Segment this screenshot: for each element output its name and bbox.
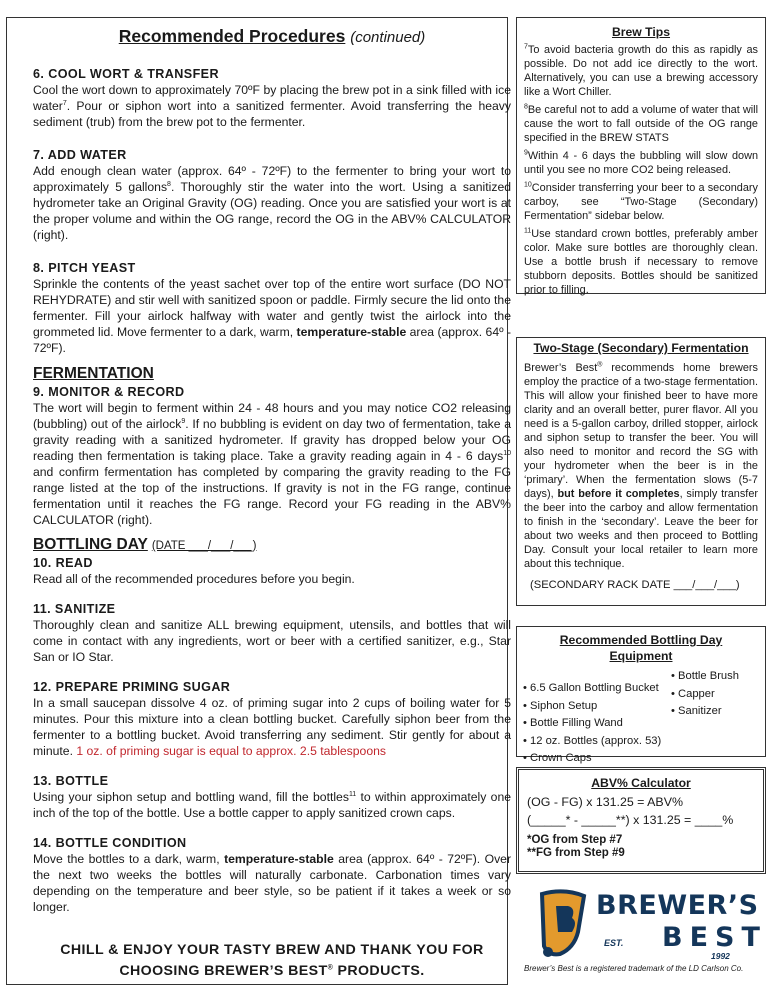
secondary-rack-date: (SECONDARY RACK DATE ___/___/___) — [530, 579, 740, 591]
page-title — [33, 26, 511, 47]
step-text: to within approximately one inch of the top of the bottle. Use a bottle capper to apply sanitized crown caps. — [33, 790, 511, 820]
step-8 — [33, 261, 511, 356]
tip-text: To avoid bacteria growth do this as rapidly as possible. Do not add ice directly to the wort. Alternatively, you can use a brewing accessory like a Wort Chiller. — [524, 44, 758, 98]
logo-word-brewers: BREWER’S — [596, 890, 759, 921]
step-body: Thoroughly clean and sanitize ALL brewing equipment, utensils, and bottles that will come in contact with any ingredients, wort or beer with a certified sanitizer, e.g., Star San or IO Star. — [33, 618, 511, 664]
logo-year: 1992 — [711, 951, 730, 961]
step-13 — [33, 774, 511, 821]
closing-line — [33, 961, 511, 982]
trademark-notice: Brewer’s Best is a registered trademark of the LD Carlson Co. — [524, 964, 744, 973]
abv-calculator-box — [516, 767, 766, 874]
equipment-item: • 6.5 Gallon Bottling Bucket — [523, 682, 659, 694]
equipment-item: • Bottle Filling Wand — [523, 717, 623, 729]
logo-mark-icon — [534, 888, 594, 960]
step-body — [33, 851, 511, 915]
brewers-best-logo — [534, 888, 767, 961]
equipment-title-line: Equipment — [609, 649, 673, 663]
equipment-title — [523, 632, 759, 664]
closing-text: CHOOSING BREWER’S BEST — [119, 963, 328, 979]
logo-word-best: BEST — [662, 922, 767, 953]
footnote-ref: 7 — [62, 99, 67, 107]
two-stage-body — [524, 361, 758, 571]
step-body — [33, 276, 511, 356]
step-7 — [33, 148, 511, 243]
tip-text: Be careful not to add a volume of water that will cause the wort to fall outside of the OG range specified in the BREW STATS — [524, 104, 758, 144]
step-body — [33, 82, 511, 130]
two-stage-emphasis: but before it completes — [557, 488, 680, 500]
equipment-item: • 12 oz. Bottles (approx. 53) — [523, 734, 662, 747]
priming-sugar-note: 1 oz. of priming sugar is equal to approx. 2.5 tablespoons — [76, 744, 386, 758]
footnote-number: 9 — [524, 149, 528, 157]
step-text: Using your siphon setup and bottling wand, fill the bottles — [33, 790, 349, 804]
logo-est: EST. — [604, 938, 624, 948]
step-text: Cool the wort down to approximately 70ºF by placing the brew pot in a sink filled with ice water — [33, 83, 511, 113]
equipment-column-right — [671, 668, 739, 768]
abv-note: *OG from Step #7 — [527, 834, 623, 846]
equipment-item: • Sanitizer — [671, 705, 722, 717]
footnote-number: 8 — [524, 103, 528, 111]
bottling-day-heading — [33, 536, 511, 554]
footnote-ref: 9 — [181, 417, 186, 425]
abv-notes — [527, 834, 755, 860]
footnote-ref: 11 — [348, 790, 357, 798]
step-body — [33, 789, 511, 821]
step-heading: 11. SANITIZE — [33, 602, 116, 616]
bottling-date-field: (DATE ___/___/___) — [151, 540, 257, 552]
abv-note: **FG from Step #9 — [527, 847, 625, 859]
two-stage-fermentation-box — [516, 337, 766, 606]
procedures-content — [33, 26, 511, 982]
two-stage-text: Brewer’s Best — [524, 362, 598, 374]
step-10 — [33, 556, 511, 587]
abv-title: ABV% Calculator — [591, 776, 691, 790]
registered-mark: ® — [327, 964, 334, 972]
step-text: . Thoroughly stir the water into the wort. Using a sanitized hydrometer take an Original Gravity (OG) reading. Once you are satisfied your wort is at the proper volume and within the OG range, record the OG in the ABV% CALCULATOR (right). — [33, 180, 511, 242]
two-stage-text: recommends home brewers employ the practice of a two-stage fermentation. This will allow your finished beer to have more clarity and an overall better, purer flavor. All you need is a 5-gallon carboy, drilled stopper, airlock and siphon setup to transfer the beer. You will also need to monitor and record the SG with your hydrometer when the beer is in the ‘primary’. When the fermentation slows (5-7 days), — [524, 362, 758, 500]
abv-formula: (OG - FG) x 131.25 = ABV% — [527, 795, 683, 809]
step-text: and confirm fermentation has completed by comparing the gravity reading to the FG range listed at the top of the instructions. If gravity is not in the FG range, continue fermentation until it reaches the FG range. Record your FG reading in the ABV% CALCULATOR (right). — [33, 465, 511, 527]
step-text: Add enough clean water (approx. 64º - 72ºF) to the fermenter to bring your wort to approximately 5 gallons — [33, 164, 511, 194]
step-text: area (approx. 64º - 72ºF). — [33, 325, 511, 355]
brew-tips-title: Brew Tips — [611, 25, 671, 39]
step-9 — [33, 385, 511, 528]
step-text: The wort will begin to ferment within 24 - 48 hours and you may notice CO2 releasing (bubbling) out of the airlock — [33, 401, 511, 431]
step-body — [33, 400, 511, 528]
equipment-item: • Capper — [671, 687, 715, 700]
step-emphasis: temperature-stable — [224, 852, 334, 866]
equipment-item: • Bottle Brush — [671, 670, 739, 682]
step-11 — [33, 602, 511, 665]
step-body — [33, 695, 511, 759]
step-heading: 14. BOTTLE CONDITION — [33, 836, 187, 850]
step-heading: 8. PITCH YEAST — [33, 261, 136, 275]
footnote-number: 11 — [524, 227, 532, 235]
step-heading: 10. READ — [33, 556, 93, 570]
step-body — [33, 163, 511, 243]
closing-line: CHILL & ENJOY YOUR TASTY BREW AND THANK YOU FOR — [60, 942, 484, 958]
tip-text: Within 4 - 6 days the bubbling will slow down until you see no more CO2 being released. — [524, 150, 758, 176]
step-text: In a small saucepan dissolve 4 oz. of priming sugar into 2 cups of boiling water for 5 minutes. Pour this mixture into a clean bottling bucket. Carefully siphon beer from the fermenter to a bottling bucket. Avoid transferring any sediment. Stir gently for about a minute. — [33, 696, 511, 758]
brew-tip-11 — [524, 227, 758, 297]
brew-tip-7 — [524, 43, 758, 99]
tip-text: Consider transferring your beer to a secondary carboy, see “Two-Stage (Secondary) Fermentation” sidebar below. — [524, 182, 758, 222]
procedures-panel — [6, 17, 511, 985]
footnote-number: 7 — [524, 43, 528, 51]
step-body: Read all of the recommended procedures before you begin. — [33, 572, 355, 586]
step-text: Move the bottles to a dark, warm, — [33, 852, 225, 866]
step-14 — [33, 836, 511, 915]
two-stage-title: Two-Stage (Secondary) Fermentation — [533, 341, 749, 355]
equipment-title-line: Recommended Bottling Day — [559, 633, 723, 647]
step-12 — [33, 680, 511, 759]
step-heading: 7. ADD WATER — [33, 148, 127, 162]
equipment-item: • Siphon Setup — [523, 699, 598, 712]
footnote-ref: 8 — [167, 180, 171, 188]
step-heading: 12. PREPARE PRIMING SUGAR — [33, 680, 231, 694]
step-heading: 9. MONITOR & RECORD — [33, 385, 185, 399]
closing-message — [33, 940, 511, 982]
step-text: . Pour or siphon wort into a sanitized fermenter. Avoid transferring the heavy sediment (trub) from the brew pot to the fermenter. — [33, 99, 511, 129]
closing-text: PRODUCTS. — [333, 963, 425, 979]
step-text: . If no bubbling is evident on day two of fermentation, take a gravity reading with a sanitized hydrometer. If gravity has dropped below your OG reading then fermentation is taking place. Take a gravity reading again in 4 - 6 days — [33, 417, 511, 463]
abv-fill-in-formula: (_____* - _____**) x 131.25 = ____% — [527, 813, 734, 827]
step-6 — [33, 67, 511, 130]
brew-tips-box — [516, 17, 766, 294]
tip-text: Use standard crown bottles, preferably amber color. Make sure bottles are thoroughly clean. Use a bottle brush if necessary to remove stubborn deposits. Bottles should be sanitized prior to filling. — [524, 228, 758, 296]
step-heading: 6. COOL WORT & TRANSFER — [33, 67, 219, 81]
page-title-text: Recommended Procedures — [118, 26, 346, 46]
page-title-suffix: (continued) — [350, 29, 426, 46]
equipment-item: • Crown Caps — [523, 752, 592, 764]
bottling-equipment-box — [516, 626, 766, 764]
brew-tip-10 — [524, 181, 758, 223]
registered-mark: ® — [597, 361, 603, 369]
step-text: Sprinkle the contents of the yeast sachet over top of the entire wort surface (DO NOT REHYDRATE) and stir well with sanitized spoon or paddle. Firmly secure the lid onto the fermenter. Fill your airlock halfway with water and gently twist the airlock into the grommeted lid. Move fermenter to a dark, warm, — [33, 277, 511, 339]
step-emphasis: temperature-stable — [296, 325, 407, 339]
equipment-list — [523, 668, 759, 768]
step-text: area (approx. 64º - 72ºF). Over the next two weeks the bottles will naturally carbonate. Carbonation times vary depending on the temperature and beer style, so be patient if it takes a week or so longer. — [33, 852, 511, 914]
bottling-day-title: BOTTLING DAY — [33, 536, 148, 553]
two-stage-text: , simply transfer the beer into the carboy and allow fermentation to finish in the ‘secondary’. Leave the beer for about two weeks and then proceed to Bottling Day. Consult your local retailer to learn more about this technique. — [524, 488, 759, 570]
fermentation-heading: FERMENTATION — [33, 365, 154, 382]
equipment-column-left — [523, 680, 671, 768]
footnote-number: 10 — [524, 181, 532, 189]
brew-tip-8 — [524, 103, 758, 145]
step-heading: 13. BOTTLE — [33, 774, 109, 788]
brew-tip-9 — [524, 149, 758, 177]
footnote-ref: 10 — [503, 449, 511, 457]
